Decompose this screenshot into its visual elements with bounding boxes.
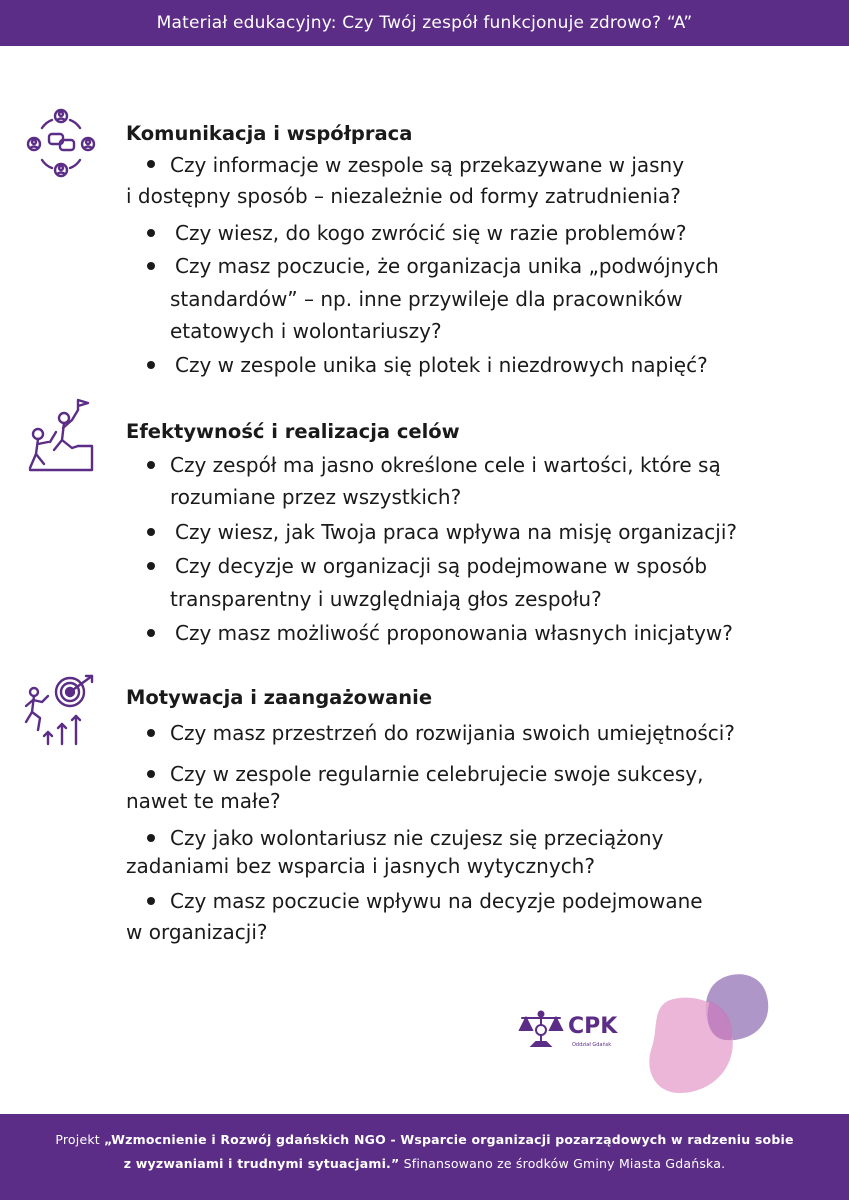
list-item: Czy jako wolontariusz nie czujesz się przeciążony	[170, 826, 664, 850]
header-bar	[0, 0, 849, 46]
list-item-continuation: w organizacji?	[126, 920, 268, 944]
bullet-dot	[147, 229, 155, 237]
list-item: Czy w zespole unika się plotek i niezdrowych napięć?	[175, 353, 708, 377]
list-item: Czy masz poczucie wpływu na decyzje podejmowane	[170, 889, 703, 913]
list-item: Czy decyzje w organizacji są podejmowane w sposób	[175, 554, 708, 578]
list-item: Czy w zespole regularnie celebrujecie swoje sukcesy,	[170, 762, 704, 786]
climbing-people-icon	[22, 398, 100, 476]
footer-funding: Sfinansowano ze środków Gminy Miasta Gdańska.	[399, 1156, 726, 1171]
footer-project-name-2: z wyzwaniami i trudnymi sytuacjami.”	[123, 1156, 400, 1171]
bullet-dot	[147, 629, 155, 637]
list-item: Czy wiesz, do kogo zwrócić się w razie problemów?	[175, 221, 687, 245]
list-item-continuation: standardów” – np. inne przywileje dla pracowników	[170, 287, 683, 311]
footer-bar	[0, 1114, 849, 1200]
list-item-continuation: etatowych i wolontariuszy?	[170, 319, 442, 343]
bullet-dot	[147, 562, 155, 570]
cpk-logo	[516, 1010, 626, 1052]
bullet-dot	[147, 160, 155, 168]
target-runner-icon	[22, 672, 100, 750]
bullet-dot	[147, 528, 155, 536]
decorative-blobs	[640, 965, 780, 1100]
document-title: Materiał edukacyjny: Czy Twój zespół funkcjonuje zdrowo? “A”	[156, 13, 693, 33]
logo-subtitle: Oddział Gdańsk	[572, 1042, 612, 1048]
bullet-dot	[147, 897, 155, 905]
list-item: Czy masz poczucie, że organizacja unika „podwójnych	[175, 254, 719, 278]
bullet-dot	[147, 262, 155, 270]
footer-prefix: Projekt	[55, 1132, 105, 1147]
bullet-dot	[147, 834, 155, 842]
list-item: Czy wiesz, jak Twoja praca wpływa na misję organizacji?	[175, 520, 737, 544]
bullet-dot	[147, 770, 155, 778]
list-item: Czy masz możliwość proponowania własnych inicjatyw?	[175, 621, 733, 645]
scales-of-justice-icon	[516, 1010, 566, 1050]
list-item-continuation: zadaniami bez wsparcia i jasnych wytycznych?	[126, 854, 595, 878]
list-item: Czy zespół ma jasno określone cele i wartości, które są	[170, 453, 721, 477]
list-item-continuation: rozumiane przez wszystkich?	[170, 485, 462, 509]
footer-project-name: „Wzmocnienie i Rozwój gdańskich NGO - Wsparcie organizacji pozarządowych w radzeniu sobie	[104, 1132, 794, 1147]
list-item-continuation: i dostępny sposób – niezależnie od formy zatrudnienia?	[126, 184, 681, 208]
section-title: Komunikacja i współpraca	[126, 122, 413, 145]
logo-text: CPK	[568, 1014, 618, 1039]
footer-line-2	[0, 1156, 849, 1171]
list-item-continuation: nawet te małe?	[126, 789, 281, 813]
list-item: Czy masz przestrzeń do rozwijania swoich umiejętności?	[170, 721, 735, 745]
communication-icon	[22, 104, 100, 182]
footer-line-1	[0, 1132, 849, 1147]
section-title: Motywacja i zaangażowanie	[126, 686, 433, 709]
bullet-dot	[147, 361, 155, 369]
list-item: Czy informacje w zespole są przekazywane w jasny	[170, 153, 685, 177]
bullet-dot	[147, 461, 155, 469]
bullet-dot	[147, 729, 155, 737]
section-title: Efektywność i realizacja celów	[126, 420, 460, 443]
list-item-continuation: transparentny i uwzględniają głos zespołu?	[170, 587, 602, 611]
